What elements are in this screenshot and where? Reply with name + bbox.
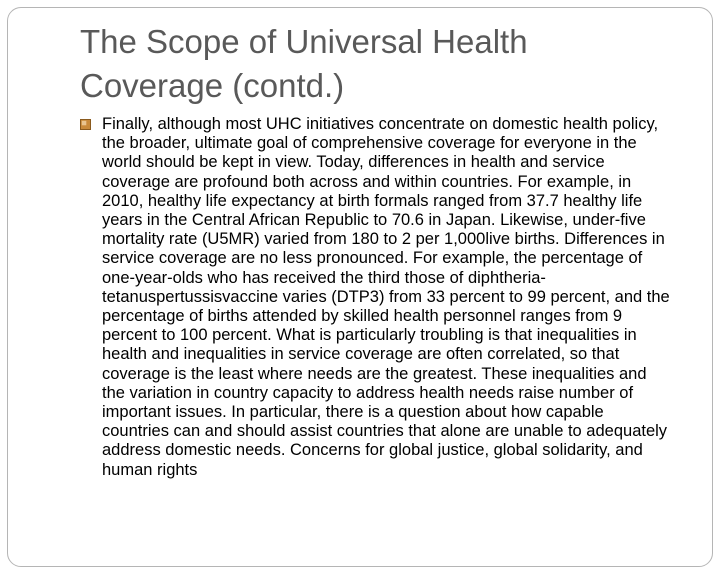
slide-title-line-2: Coverage (contd.): [80, 67, 345, 104]
slide-title-line-1: The Scope of Universal Health: [80, 23, 528, 60]
bullet-text: Finally, although most UHC initiatives concentrate on domestic health policy, the broader, ultimate goal of comprehensive coverage for everyone in the world should be kept in view. Today, differences in health and service coverage are profound both across and within countries. For example, in 2010, healthy life expectancy at birth formals ranged from 37.7 healthy life years in the Central African Republic to 70.6 in Japan. Likewise, under-five mortality rate (U5MR) varied from 180 to 2 per 1,000live births. Differences in service coverage are no less pronounced. For example, the percentage of one-year-olds who has received the third those of diphtheria-tetanuspertussisvaccine varies (DTP3) from 33 percent to 99 percent, and the percentage of births attended by skilled health personnel ranges from 9 percent to 100 percent. What is particularly troubling is that inequalities in health and inequalities in service coverage are often correlated, so that coverage is the least where needs are the greatest. These inequalities and the variation in country capacity to address health needs raise number of important issues. In particular, there is a question about how capable countries can and should assist countries that alone are unable to adequately address domestic needs. Concerns for global justice, global solidarity, and human rights: [102, 115, 670, 479]
square-bullet-icon: [80, 119, 92, 131]
slide-title: [80, 20, 680, 108]
